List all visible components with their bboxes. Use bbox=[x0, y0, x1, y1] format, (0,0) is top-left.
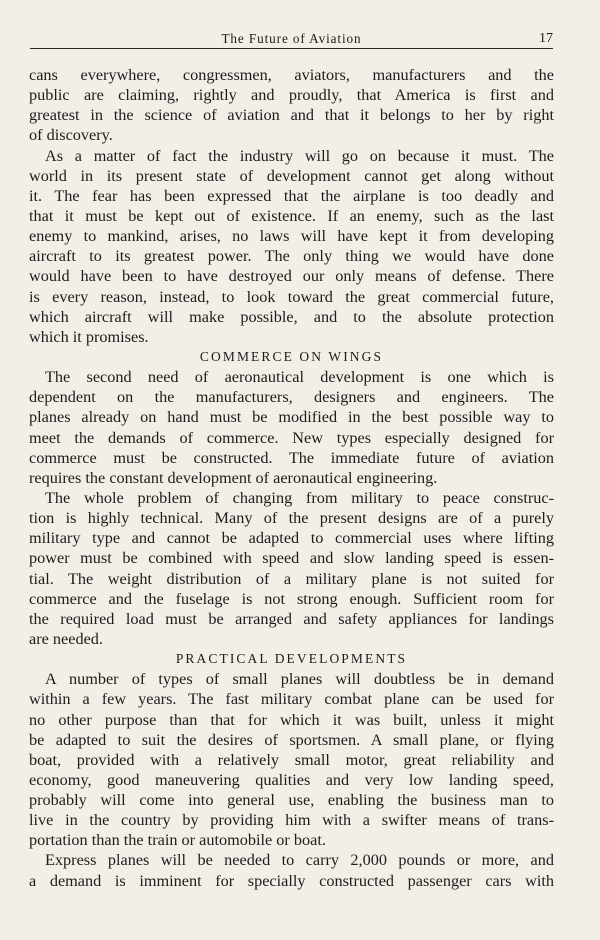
text-line: commerce and the fuselage is not strong enough. Sufficient room for bbox=[29, 589, 554, 608]
text-line: is every reason, instead, to look toward the great commercial future, bbox=[29, 287, 554, 306]
text-line: cans everywhere, congressmen, aviators, manufacturers and the bbox=[29, 66, 554, 84]
text-line: be adapted to suit the desires of sportsmen. A small plane, or flying bbox=[29, 730, 554, 749]
page-number: 17 bbox=[539, 31, 553, 46]
text-line: that it must be kept out of existence. If an enemy, such as the last bbox=[29, 206, 554, 225]
text-line: within a few years. The fast military combat plane can be used for bbox=[29, 690, 554, 709]
text-line: Express planes will be needed to carry 2,000 pounds or more, and bbox=[45, 851, 554, 870]
text-line: probably will come into general use, enabling the business man to bbox=[29, 791, 554, 810]
text-line: The second need of aeronautical development is one which is bbox=[45, 368, 554, 387]
page-text bbox=[29, 65, 554, 891]
text-line: boat, provided with a relatively small motor, great reliability and bbox=[29, 750, 554, 769]
section-heading: COMMERCE ON WINGS bbox=[199, 348, 384, 364]
section-heading: PRACTICAL DEVELOPMENTS bbox=[175, 651, 408, 667]
text-line: planes already on hand must be modified in the best possible way to bbox=[29, 408, 554, 427]
text-line: aircraft to its greatest power. The only thing we would have done bbox=[29, 247, 554, 266]
text-line: a demand is imminent for specially constructed passenger cars with bbox=[29, 871, 554, 890]
text-line: enemy to mankind, arises, no laws will have kept it from developing bbox=[29, 227, 554, 246]
text-line: it. The fear has been expressed that the airplane is too deadly and bbox=[29, 186, 554, 205]
running-title: The Future of Aviation bbox=[221, 31, 362, 46]
text-line: The whole problem of changing from military to peace construc- bbox=[45, 488, 554, 507]
text-line: dependent on the manufacturers, designers and engineers. The bbox=[29, 388, 554, 407]
text-line: would have been to have destroyed our only means of defense. There bbox=[29, 267, 554, 286]
text-line: military type and cannot be adapted to commercial uses where lifting bbox=[29, 529, 554, 548]
text-line: which aircraft will make possible, and to the absolute protection bbox=[29, 307, 554, 326]
text-line: requires the constant development of aeronautical engineering. bbox=[29, 468, 438, 487]
text-line: tion is highly technical. Many of the present designs are of a purely bbox=[29, 509, 554, 528]
text-line: meet the demands of commerce. New types especially designed for bbox=[29, 428, 554, 447]
text-line: commerce must be constructed. The immediate future of aviation bbox=[29, 448, 554, 467]
text-line: which it promises. bbox=[29, 327, 149, 346]
text-line: A number of types of small planes will doubtless be in demand bbox=[45, 670, 554, 689]
text-line: public are claiming, rightly and proudly, that America is first and bbox=[29, 86, 554, 105]
text-line: portation than the train or automobile or boat. bbox=[29, 831, 326, 850]
text-line: economy, good maneuvering qualities and very low landing speed, bbox=[29, 770, 554, 789]
text-line: As a matter of fact the industry will go on because it must. The bbox=[45, 146, 554, 165]
text-line: are needed. bbox=[29, 629, 103, 648]
text-line: power must be combined with speed and slow landing speed is essen- bbox=[29, 549, 554, 568]
text-line: greatest in the science of aviation and that it belongs to her by right bbox=[29, 106, 554, 125]
text-line: world in its present state of development cannot get along without bbox=[29, 166, 554, 185]
text-line: of discovery. bbox=[29, 126, 113, 145]
text-line: no other purpose than that for which it was built, unless it might bbox=[29, 710, 554, 729]
text-line: the required load must be arranged and safety appliances for landings bbox=[29, 609, 554, 628]
text-line: live in the country by providing him with a swifter means of trans- bbox=[29, 811, 554, 830]
running-header bbox=[30, 24, 553, 49]
text-line: tial. The weight distribution of a military plane is not suited for bbox=[29, 569, 554, 588]
